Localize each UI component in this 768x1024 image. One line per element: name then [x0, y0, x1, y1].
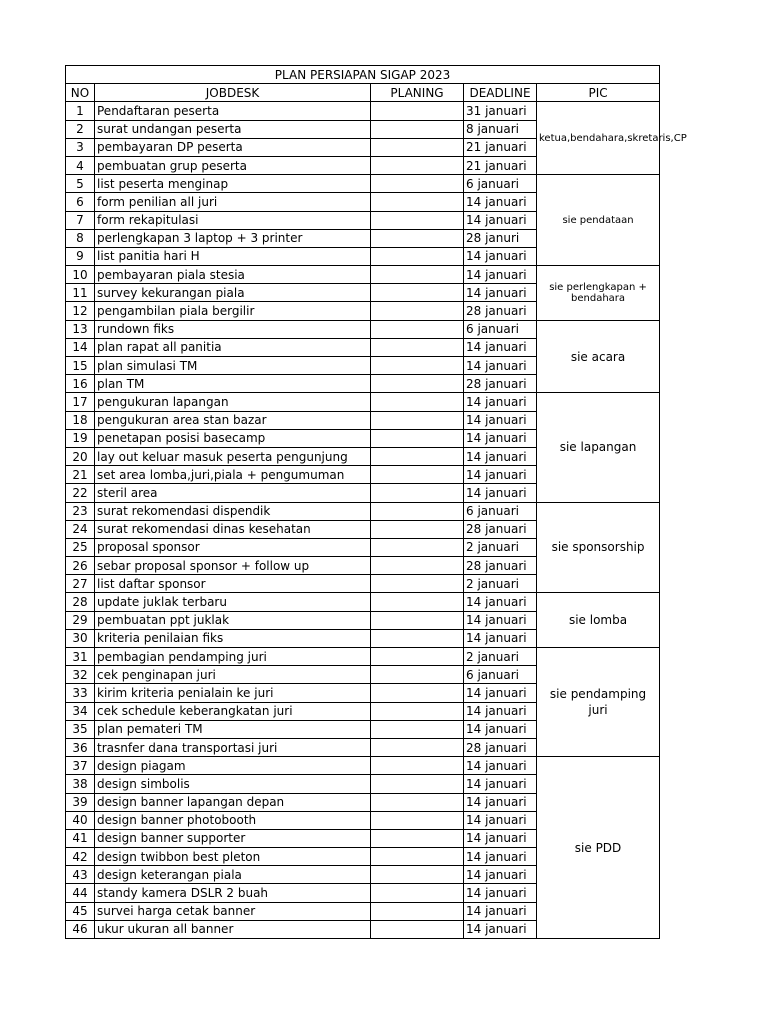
planing-cell — [371, 920, 464, 938]
row-number: 24 — [66, 520, 95, 538]
planing-cell — [371, 593, 464, 611]
deadline-cell: 2 januari — [464, 538, 537, 556]
planing-cell — [371, 793, 464, 811]
planing-cell — [371, 320, 464, 338]
header-row — [66, 84, 660, 102]
row-number: 28 — [66, 593, 95, 611]
row-number: 29 — [66, 611, 95, 629]
deadline-cell: 14 januari — [464, 193, 537, 211]
jobdesk-cell: surat rekomendasi dispendik — [95, 502, 371, 520]
planing-cell — [371, 120, 464, 138]
row-number: 3 — [66, 138, 95, 156]
jobdesk-cell: standy kamera DSLR 2 buah — [95, 884, 371, 902]
planing-cell — [371, 211, 464, 229]
row-number: 46 — [66, 920, 95, 938]
deadline-cell: 14 januari — [464, 702, 537, 720]
planing-cell — [371, 393, 464, 411]
row-number: 43 — [66, 866, 95, 884]
jobdesk-cell: design banner supporter — [95, 829, 371, 847]
header-planing: PLANING — [371, 84, 464, 102]
row-number: 13 — [66, 320, 95, 338]
jobdesk-cell: pengukuran lapangan — [95, 393, 371, 411]
deadline-cell: 21 januari — [464, 156, 537, 174]
deadline-cell: 6 januari — [464, 175, 537, 193]
planing-cell — [371, 629, 464, 647]
planing-cell — [371, 502, 464, 520]
header-jobdesk: JOBDESK — [95, 84, 371, 102]
row-number: 19 — [66, 429, 95, 447]
row-number: 31 — [66, 648, 95, 666]
planing-cell — [371, 884, 464, 902]
planing-cell — [371, 538, 464, 556]
row-number: 36 — [66, 738, 95, 756]
planing-cell — [371, 902, 464, 920]
planing-cell — [371, 138, 464, 156]
row-number: 23 — [66, 502, 95, 520]
row-number: 42 — [66, 848, 95, 866]
planing-cell — [371, 102, 464, 120]
planing-cell — [371, 775, 464, 793]
deadline-cell: 14 januari — [464, 429, 537, 447]
pic-cell: sie acara — [537, 320, 660, 393]
row-number: 10 — [66, 266, 95, 284]
pic-cell: ketua,bendahara,skretaris,CP — [537, 102, 660, 175]
row-number: 32 — [66, 666, 95, 684]
deadline-cell: 14 januari — [464, 829, 537, 847]
planing-cell — [371, 447, 464, 465]
planing-cell — [371, 811, 464, 829]
table-row — [66, 648, 660, 666]
deadline-cell: 14 januari — [464, 684, 537, 702]
row-number: 37 — [66, 757, 95, 775]
row-number: 18 — [66, 411, 95, 429]
deadline-cell: 14 januari — [464, 247, 537, 265]
planing-cell — [371, 648, 464, 666]
planing-cell — [371, 848, 464, 866]
jobdesk-cell: pembuatan ppt juklak — [95, 611, 371, 629]
planing-cell — [371, 284, 464, 302]
pic-cell: sie pendamping juri — [537, 648, 660, 757]
title-row — [66, 66, 660, 84]
jobdesk-cell: penetapan posisi basecamp — [95, 429, 371, 447]
deadline-cell: 14 januari — [464, 211, 537, 229]
table-row — [66, 502, 660, 520]
row-number: 20 — [66, 447, 95, 465]
planing-cell — [371, 357, 464, 375]
deadline-cell: 14 januari — [464, 393, 537, 411]
jobdesk-cell: pembagian pendamping juri — [95, 648, 371, 666]
planing-cell — [371, 247, 464, 265]
deadline-cell: 14 januari — [464, 266, 537, 284]
planing-cell — [371, 702, 464, 720]
planing-cell — [371, 375, 464, 393]
planing-cell — [371, 429, 464, 447]
deadline-cell: 14 januari — [464, 611, 537, 629]
planing-cell — [371, 175, 464, 193]
table-row — [66, 266, 660, 284]
row-number: 11 — [66, 284, 95, 302]
row-number: 15 — [66, 357, 95, 375]
jobdesk-cell: surat rekomendasi dinas kesehatan — [95, 520, 371, 538]
jobdesk-cell: steril area — [95, 484, 371, 502]
jobdesk-cell: form rekapitulasi — [95, 211, 371, 229]
planing-cell — [371, 338, 464, 356]
row-number: 26 — [66, 557, 95, 575]
table-row — [66, 393, 660, 411]
planing-cell — [371, 720, 464, 738]
jobdesk-cell: design banner lapangan depan — [95, 793, 371, 811]
jobdesk-cell: perlengkapan 3 laptop + 3 printer — [95, 229, 371, 247]
table-title: PLAN PERSIAPAN SIGAP 2023 — [66, 66, 660, 84]
jobdesk-cell: surat undangan peserta — [95, 120, 371, 138]
row-number: 1 — [66, 102, 95, 120]
jobdesk-cell: update juklak terbaru — [95, 593, 371, 611]
jobdesk-cell: pembayaran DP peserta — [95, 138, 371, 156]
deadline-cell: 14 januari — [464, 447, 537, 465]
row-number: 34 — [66, 702, 95, 720]
deadline-cell: 6 januari — [464, 502, 537, 520]
jobdesk-cell: plan TM — [95, 375, 371, 393]
jobdesk-cell: list peserta menginap — [95, 175, 371, 193]
pic-cell: sie pendataan — [537, 175, 660, 266]
row-number: 38 — [66, 775, 95, 793]
row-number: 5 — [66, 175, 95, 193]
row-number: 16 — [66, 375, 95, 393]
planing-cell — [371, 557, 464, 575]
row-number: 2 — [66, 120, 95, 138]
jobdesk-cell: pembayaran piala stesia — [95, 266, 371, 284]
planing-cell — [371, 611, 464, 629]
row-number: 12 — [66, 302, 95, 320]
pic-cell: sie PDD — [537, 757, 660, 939]
deadline-cell: 2 januari — [464, 648, 537, 666]
row-number: 35 — [66, 720, 95, 738]
jobdesk-cell: cek schedule keberangkatan juri — [95, 702, 371, 720]
jobdesk-cell: pengambilan piala bergilir — [95, 302, 371, 320]
jobdesk-cell: survei harga cetak banner — [95, 902, 371, 920]
row-number: 7 — [66, 211, 95, 229]
row-number: 30 — [66, 629, 95, 647]
deadline-cell: 14 januari — [464, 284, 537, 302]
row-number: 45 — [66, 902, 95, 920]
table-row — [66, 320, 660, 338]
jobdesk-cell: kriteria penilaian fiks — [95, 629, 371, 647]
deadline-cell: 14 januari — [464, 920, 537, 938]
row-number: 40 — [66, 811, 95, 829]
planing-cell — [371, 229, 464, 247]
jobdesk-cell: design simbolis — [95, 775, 371, 793]
row-number: 25 — [66, 538, 95, 556]
jobdesk-cell: design keterangan piala — [95, 866, 371, 884]
deadline-cell: 14 januari — [464, 775, 537, 793]
header-deadline: DEADLINE — [464, 84, 537, 102]
jobdesk-cell: set area lomba,juri,piala + pengumuman — [95, 466, 371, 484]
deadline-cell: 14 januari — [464, 866, 537, 884]
plan-table — [65, 65, 687, 939]
deadline-cell: 28 januari — [464, 375, 537, 393]
row-number: 44 — [66, 884, 95, 902]
jobdesk-cell: proposal sponsor — [95, 538, 371, 556]
pic-cell: sie perlengkapan + bendahara — [537, 266, 660, 321]
deadline-cell: 14 januari — [464, 484, 537, 502]
row-number: 8 — [66, 229, 95, 247]
deadline-cell: 28 januari — [464, 520, 537, 538]
deadline-cell: 31 januari — [464, 102, 537, 120]
pic-cell: sie sponsorship — [537, 502, 660, 593]
jobdesk-cell: lay out keluar masuk peserta pengunjung — [95, 447, 371, 465]
planing-cell — [371, 411, 464, 429]
deadline-cell: 28 januri — [464, 229, 537, 247]
deadline-cell: 14 januari — [464, 757, 537, 775]
planing-cell — [371, 866, 464, 884]
deadline-cell: 21 januari — [464, 138, 537, 156]
planing-cell — [371, 684, 464, 702]
deadline-cell: 14 januari — [464, 811, 537, 829]
row-number: 22 — [66, 484, 95, 502]
planing-cell — [371, 757, 464, 775]
row-number: 33 — [66, 684, 95, 702]
planing-cell — [371, 738, 464, 756]
pic-cell: sie lomba — [537, 593, 660, 648]
jobdesk-cell: rundown fiks — [95, 320, 371, 338]
jobdesk-cell: cek penginapan juri — [95, 666, 371, 684]
jobdesk-cell: trasnfer dana transportasi juri — [95, 738, 371, 756]
header-no: NO — [66, 84, 95, 102]
row-number: 27 — [66, 575, 95, 593]
planing-cell — [371, 520, 464, 538]
jobdesk-cell: survey kekurangan piala — [95, 284, 371, 302]
deadline-cell: 28 januari — [464, 738, 537, 756]
jobdesk-cell: plan rapat all panitia — [95, 338, 371, 356]
deadline-cell: 14 januari — [464, 884, 537, 902]
deadline-cell: 14 januari — [464, 338, 537, 356]
pic-cell: sie lapangan — [537, 393, 660, 502]
row-number: 14 — [66, 338, 95, 356]
deadline-cell: 14 januari — [464, 902, 537, 920]
planing-cell — [371, 666, 464, 684]
jobdesk-cell: plan simulasi TM — [95, 357, 371, 375]
jobdesk-cell: sebar proposal sponsor + follow up — [95, 557, 371, 575]
planing-cell — [371, 302, 464, 320]
jobdesk-cell: list daftar sponsor — [95, 575, 371, 593]
jobdesk-cell: design twibbon best pleton — [95, 848, 371, 866]
jobdesk-cell: pembuatan grup peserta — [95, 156, 371, 174]
deadline-cell: 14 januari — [464, 593, 537, 611]
jobdesk-cell: design banner photobooth — [95, 811, 371, 829]
deadline-cell: 14 januari — [464, 848, 537, 866]
table-row — [66, 593, 660, 611]
row-number: 21 — [66, 466, 95, 484]
planing-cell — [371, 156, 464, 174]
table-row — [66, 757, 660, 775]
row-number: 17 — [66, 393, 95, 411]
jobdesk-cell: list panitia hari H — [95, 247, 371, 265]
deadline-cell: 6 januari — [464, 320, 537, 338]
jobdesk-cell: Pendaftaran peserta — [95, 102, 371, 120]
jobdesk-cell: design piagam — [95, 757, 371, 775]
deadline-cell: 14 januari — [464, 720, 537, 738]
deadline-cell: 8 januari — [464, 120, 537, 138]
planing-cell — [371, 829, 464, 847]
planing-cell — [371, 466, 464, 484]
deadline-cell: 14 januari — [464, 466, 537, 484]
row-number: 6 — [66, 193, 95, 211]
deadline-cell: 14 januari — [464, 793, 537, 811]
header-pic: PIC — [537, 84, 660, 102]
jobdesk-cell: plan pemateri TM — [95, 720, 371, 738]
planing-cell — [371, 193, 464, 211]
jobdesk-cell: pengukuran area stan bazar — [95, 411, 371, 429]
jobdesk-cell: form penilian all juri — [95, 193, 371, 211]
table-row — [66, 175, 660, 193]
row-number: 4 — [66, 156, 95, 174]
jobdesk-cell: ukur ukuran all banner — [95, 920, 371, 938]
row-number: 9 — [66, 247, 95, 265]
deadline-cell: 28 januari — [464, 302, 537, 320]
deadline-cell: 14 januari — [464, 411, 537, 429]
deadline-cell: 14 januari — [464, 357, 537, 375]
deadline-cell: 28 januari — [464, 557, 537, 575]
planing-cell — [371, 484, 464, 502]
table-row — [66, 102, 660, 120]
jobdesk-cell: kirim kriteria penialain ke juri — [95, 684, 371, 702]
planing-cell — [371, 575, 464, 593]
deadline-cell: 14 januari — [464, 629, 537, 647]
deadline-cell: 2 januari — [464, 575, 537, 593]
row-number: 41 — [66, 829, 95, 847]
row-number: 39 — [66, 793, 95, 811]
deadline-cell: 6 januari — [464, 666, 537, 684]
planing-cell — [371, 266, 464, 284]
